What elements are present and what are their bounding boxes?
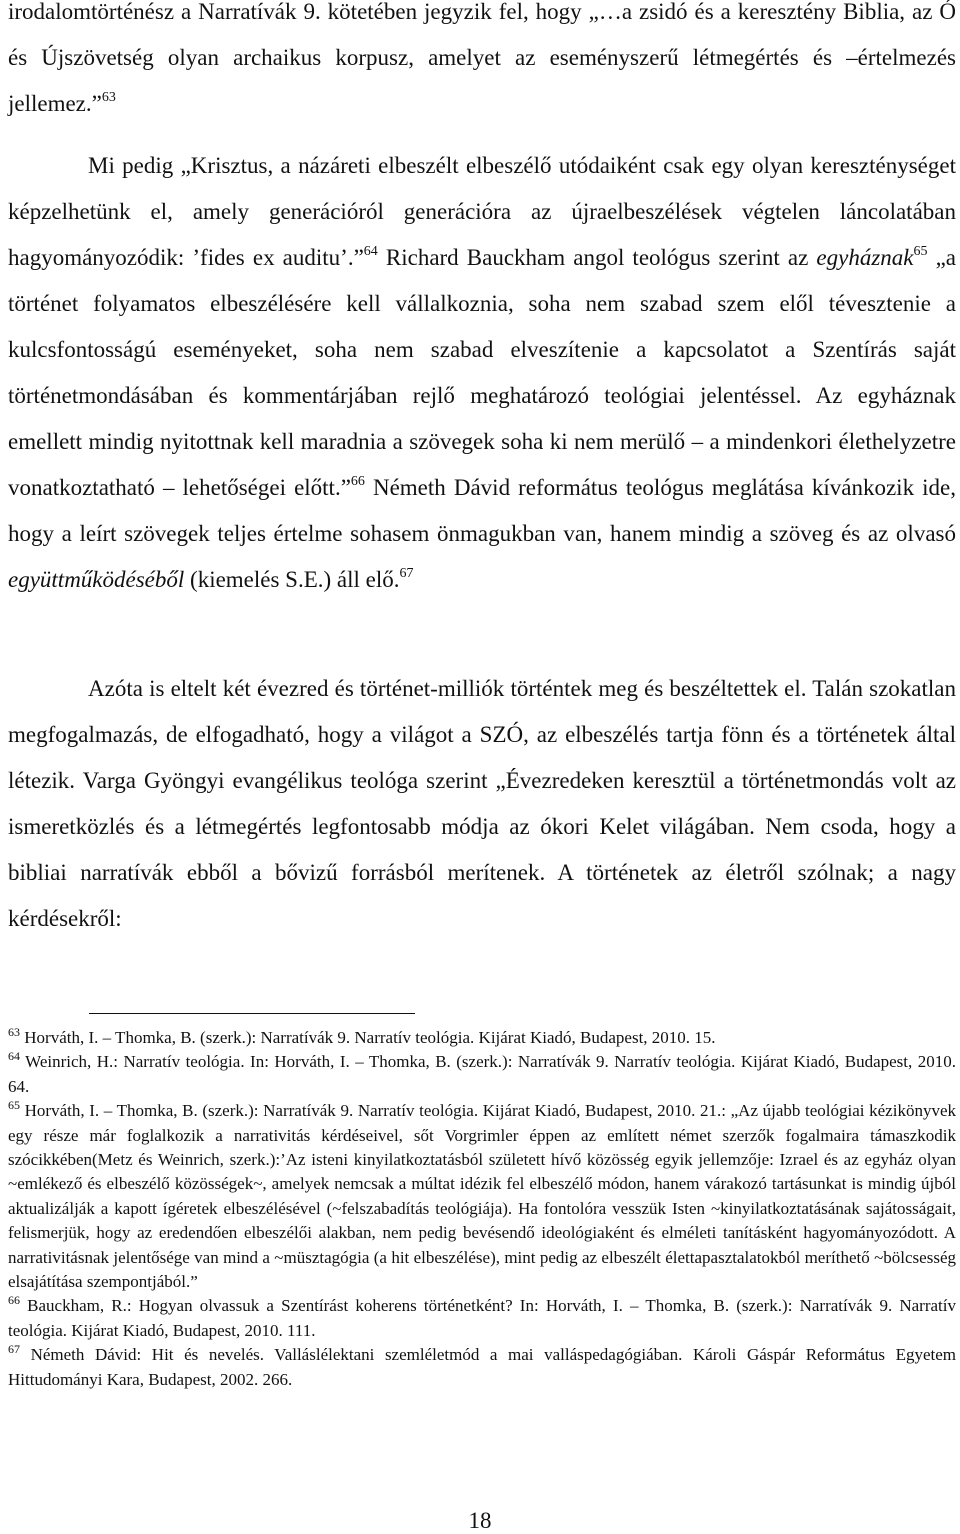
footnote-text: Horváth, I. – Thomka, B. (szerk.): Narratívák 9. Narratív teológia. Kijárat Kiadó, Budapest, 2010. 21.: „Az újabb teológiai kézikönyvek egy része már foglalkozik a narrativitás kérdéseivel, sőt Vorgrimler éppen az említett német szerzők fogalmaira támaszkodik szócikkében(Metz és Weinrich, szerk.):’Az isteni kinyilatkoztatásból született hívő közösség egyik jellemzője: Izrael és az egyház olyan ~emlékező és elbeszélő közösségek~, amelyek nemcsak a múltat idézik fel elbeszélő módon, hanem várakozó tartásunkat is mindig újból aktualizálják a kapott ígéretek elbeszélésével (~felszabadítás teológiája). Ha fontolóra vesszük Isten ~kinyilatkoztatásának sajátosságait, felismerjük, hogy az eredendően elbeszélői alakban, nem pedig bevésendő ideológiaként és elméleti tanításként hagyományozódott. A narrativitásnak jelentősége van mind a ~müsztagógia (a hit elbeszélése), mint pedig az elbeszélt élettapasztalatokból meríthető ~bölcsesség elsajátítása szempontjából.” (8, 1101, 956, 1292)
footnote-63 (8, 1026, 956, 1050)
paragraph-2-text-b: Richard Bauckham angol teológus szerint az (377, 245, 817, 270)
paragraph-2-text-c: „a történet folyamatos elbeszélésére kell vállalkoznia, soha nem szabad szem elől tévesztenie a kulcsfontosságú eseményeket, soha nem szabad elveszítenie a kapcsolatot a Szentírás saját történetmondásában és kommentárjában rejlő meghatározó teológiai jelentéssel. Az egyháznak emellett mindig nyitottnak kell maradnia a szövegek soha ki nem merülő – a mindenkori élethelyzetre vonatkoztatható – lehetőségei előtt.” (8, 245, 956, 500)
footnote-text: Bauckham, R.: Hogyan olvassuk a Szentírást koherens történetként? In: Horváth, I. – Thomka, B. (szerk.): Narratívák 9. Narratív teológia. Kijárat Kiadó, Budapest, 2010. 111. (8, 1296, 956, 1340)
page-number: 18 (468, 1508, 492, 1533)
footnote-number: 63 (8, 1025, 20, 1039)
paragraph-2-text-a: Mi pedig „Krisztus, a názáreti elbeszélt elbeszélő utódaiként csak egy olyan kereszténységet képzelhetünk el, amely generációról generációra az újraelbeszélések végtelen láncolatában hagyományozódik: ’fides ex auditu’.” (8, 153, 956, 270)
footnote-text: Németh Dávid: Hit és nevelés. Valláslélektani szemléletmód a mai valláspedagógiában. Károli Gáspár Református Egyetem Hittudományi Kara, Budapest, 2002. 266. (8, 1345, 956, 1389)
footnote-number: 64 (8, 1049, 20, 1064)
footnote-separator (89, 1013, 415, 1014)
paragraph-2 (8, 143, 956, 603)
footnote-65 (8, 1099, 956, 1294)
paragraph-1-text: irodalomtörténész a Narratívák 9. kötetében jegyzik fel, hogy „…a zsidó és a keresztény Biblia, az Ó és Újszövetség olyan archaikus korpusz, amelyet az eseményszerű létmegértés és –értelmezés jellemez.” (8, 0, 956, 116)
footnote-text: Horváth, I. – Thomka, B. (szerk.): Narratívák 9. Narratív teológia. Kijárat Kiadó, Budapest, 2010. 15. (20, 1028, 716, 1047)
italic-egyhaznak: egyháznak (816, 245, 914, 270)
paragraph-2-text-e: (kiemelés S.E.) áll elő. (184, 567, 400, 592)
paragraph-3 (8, 666, 956, 942)
footnote-66 (8, 1294, 956, 1343)
footnote-number: 65 (8, 1098, 20, 1113)
paragraph-1 (8, 0, 956, 127)
italic-egyuttmukodesebol: együttműködéséből (8, 567, 185, 592)
footnote-64 (8, 1050, 956, 1099)
footnote-text: Weinrich, H.: Narratív teológia. In: Horváth, I. – Thomka, B. (szerk.): Narratívák 9. Narratív teológia. Kijárat Kiadó, Budapest, 2010. 64. (8, 1052, 956, 1096)
footnote-ref-64[interactable]: 64 (363, 244, 378, 259)
footnote-ref-63[interactable]: 63 (101, 90, 116, 105)
footnotes (8, 1026, 956, 1392)
footnote-number: 66 (8, 1293, 20, 1308)
paragraph-2-text-d: Németh Dávid református teológus meglátása kívánkozik ide, hogy a leírt szövegek teljes értelme sohasem önmagukban van, hanem mindig a szöveg és az olvasó (8, 475, 956, 546)
footnote-ref-66[interactable]: 66 (350, 474, 365, 489)
footnote-ref-67[interactable]: 67 (399, 566, 414, 581)
paragraph-3-text: Azóta is eltelt két évezred és történet-milliók történtek meg és beszéltettek el. Talán szokatlan megfogalmazás, de elfogadható, hogy a világot a SZÓ, az elbeszélés tartja fönn és a történetek által létezik. Varga Gyöngyi evangélikus teológa szerint „Évezredeken keresztül a történetmondás volt az ismeretközlés és a létmegértés legfontosabb módja az ókori Kelet világában. Nem csoda, hogy a bibliai narratívák ebből a bővizű forrásból merítenek. A történetek az életről szólnak; a nagy kérdésekről: (8, 676, 956, 931)
footnote-ref-65[interactable]: 65 (913, 244, 928, 259)
footnote-number: 67 (8, 1342, 20, 1357)
footnote-67 (8, 1343, 956, 1392)
